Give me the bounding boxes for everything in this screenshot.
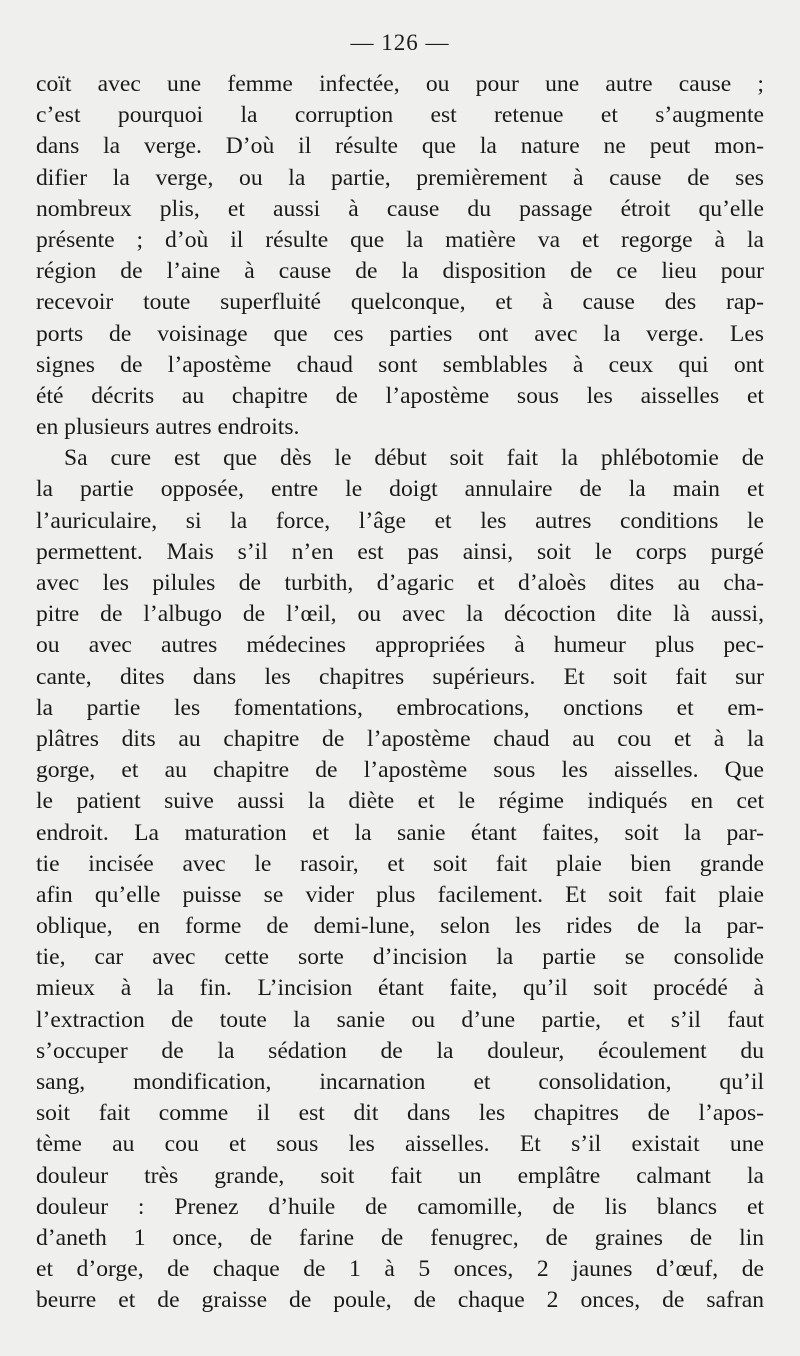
text-line: été décrits au chapitre de l’apostème sous les aisselles et [36,382,764,409]
text-line: s’occuper de la sédation de la douleur, écoulement du [36,1037,764,1064]
text-line: signes de l’apostème chaud sont semblables à ceux qui ont [36,351,764,378]
text-line: la partie opposée, entre le doigt annulaire de la main et [36,476,764,503]
text-line: présente ; d’où il résulte que la matière va et regorge à la [36,226,764,253]
text-line: le patient suive aussi la diète et le régime indiqués en cet [36,788,764,815]
text-line: tie, car avec cette sorte d’incision la partie se consolide [36,944,764,971]
text-line: la partie les fomentations, embrocations, onctions et em- [36,694,764,721]
text-line: sang, mondification, incarnation et consolidation, qu’il [36,1069,764,1095]
text-line: gorge, et au chapitre de l’apostème sous les aisselles. Que [36,757,764,784]
text-line: tie incisée avec le rasoir, et soit fait plaie bien grande [36,850,764,877]
text-line: beurre et de graisse de poule, de chaque 2 onces, de safran [36,1287,764,1314]
body-text [36,69,764,1317]
text-line: d’aneth 1 once, de farine de fenugrec, de graines de lin [36,1224,764,1251]
text-line: c’est pourquoi la corruption est retenue et s’augmente [36,102,764,129]
text-line: l’auriculaire, si la force, l’âge et les autres conditions le [36,507,764,534]
text-line: tème au cou et sous les aisselles. Et s’il existait une [36,1131,764,1158]
paragraph [36,443,764,1316]
text-line: en plusieurs autres endroits. [36,414,300,441]
text-line: permettent. Mais s’il n’en est pas ainsi, soit le corps purgé [36,538,764,565]
text-line: cante, dites dans les chapitres supérieurs. Et soit fait sur [36,663,764,690]
text-line: pitre de l’albugo de l’œil, ou avec la décoction dite là aussi, [36,601,764,628]
text-line: soit fait comme il est dit dans les chapitres de l’apos- [36,1100,764,1127]
text-line: nombreux plis, et aussi à cause du passage étroit qu’elle [36,195,764,222]
text-line: dans la verge. D’où il résulte que la nature ne peut mon- [36,133,764,160]
text-line: recevoir toute superfluité quelconque, et à cause des rap- [36,289,764,316]
text-line: ports de voisinage que ces parties ont avec la verge. Les [36,320,764,347]
text-line: difier la verge, ou la partie, premièrement à cause de ses [36,164,764,191]
text-line: ou avec autres médecines appropriées à humeur plus pec- [36,632,764,659]
text-line: et d’orge, de chaque de 1 à 5 onces, 2 jaunes d’œuf, de [36,1256,764,1283]
text-line: endroit. La maturation et la sanie étant faites, soit la par- [36,819,764,846]
paragraph [36,69,764,443]
text-line: plâtres dits au chapitre de l’apostème chaud au cou et à la [36,725,764,752]
text-line: avec les pilules de turbith, d’agaric et d’aloès dites au cha- [36,570,764,596]
text-line: Sa cure est que dès le début soit fait la phlébotomie de [64,445,764,472]
text-line: coït avec une femme infectée, ou pour une autre cause ; [36,71,764,97]
page-number: — 126 — [350,30,450,55]
text-line: région de l’aine à cause de la disposition de ce lieu pour [36,258,764,285]
text-line: oblique, en forme de demi-lune, selon les rides de la par- [36,913,764,940]
text-line: mieux à la fin. L’incision étant faite, qu’il soit procédé à [36,975,764,1002]
text-line: afin qu’elle puisse se vider plus facilement. Et soit fait plaie [36,881,764,908]
text-line: l’extraction de toute la sanie ou d’une partie, et s’il faut [36,1006,764,1033]
text-line: douleur : Prenez d’huile de camomille, de lis blancs et [36,1193,764,1220]
text-line: douleur très grande, soit fait un emplâtre calmant la [36,1162,764,1189]
